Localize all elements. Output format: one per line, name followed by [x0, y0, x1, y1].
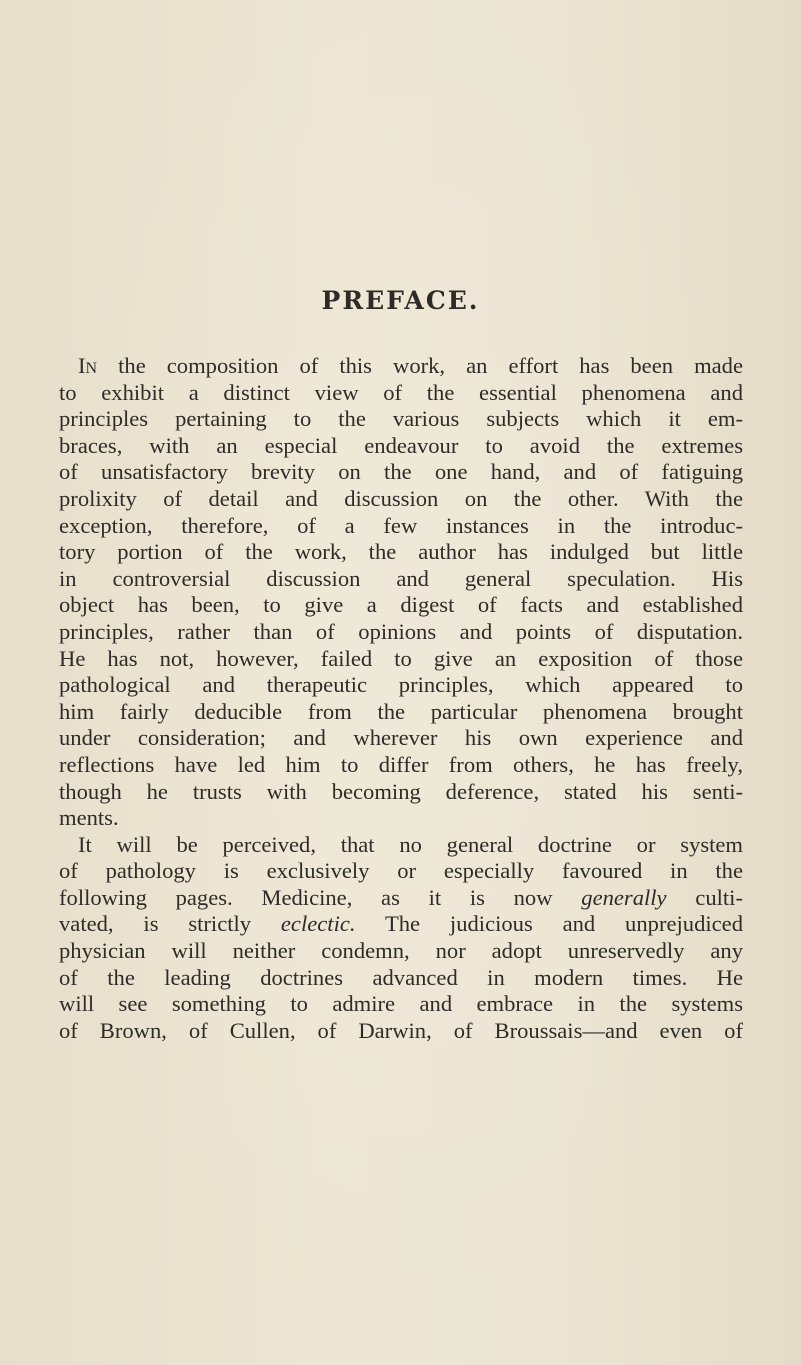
italic-word: eclectic. — [280, 911, 356, 937]
text-line — [59, 885, 743, 912]
text-line: principles pertaining to the various subjects which it em- — [59, 406, 743, 432]
text-line: of Brown, of Cullen, of Darwin, of Broussais—and even of — [59, 1017, 743, 1043]
text-line: of the leading doctrines advanced in modern times. He — [59, 964, 743, 990]
text-segment: culti- — [666, 884, 743, 910]
text-line: reflections have led him to differ from others, he has freely, — [59, 751, 743, 777]
text-line: physician will neither condemn, nor adopt unreservedly any — [59, 938, 743, 964]
text-line: object has been, to give a digest of facts and established — [59, 592, 743, 618]
text-line: of pathology is exclusively or especially favoured in the — [59, 858, 743, 884]
text-line — [59, 911, 743, 938]
text-line: prolixity of detail and discussion on the other. With the — [59, 485, 743, 511]
text-line: It will be perceived, that no general doctrine or system — [78, 831, 743, 857]
text-line: will see something to admire and embrace in the systems — [59, 991, 743, 1017]
text-line: to exhibit a distinct view of the essential phenomena and — [59, 379, 743, 405]
text-line: tory portion of the work, the author has indulged but little — [59, 539, 743, 565]
text-line: ments. — [59, 805, 119, 831]
body-text — [59, 353, 743, 1044]
text-line: though he trusts with becoming deference, stated his senti- — [59, 778, 743, 804]
text-line: He has not, however, failed to give an exposition of those — [59, 645, 743, 671]
text-line: braces, with an especial endeavour to avoid the extremes — [59, 432, 743, 458]
text-line: of unsatisfactory brevity on the one hand, and of fatiguing — [59, 459, 743, 485]
text-line: him fairly deducible from the particular phenomena brought — [59, 698, 743, 724]
text-line: exception, therefore, of a few instances in the introduc- — [59, 512, 743, 538]
text-line-rest: the composition of this work, an effort has been made — [97, 353, 743, 378]
text-segment: vated, is strictly — [59, 911, 281, 937]
text-line: pathological and therapeutic principles, which appeared to — [59, 672, 743, 698]
page-title: PREFACE. — [321, 286, 480, 315]
text-line: in controversial discussion and general speculation. His — [59, 565, 743, 591]
initial-word: In — [78, 353, 98, 378]
text-segment: The judicious and unprejudiced — [355, 911, 743, 937]
text-line: principles, rather than of opinions and points of disputation. — [59, 618, 743, 644]
text-line: under consideration; and wherever his own experience and — [59, 725, 743, 751]
text-line — [59, 353, 743, 380]
italic-word: generally — [581, 884, 667, 910]
text-segment: following pages. Medicine, as it is now — [59, 884, 582, 910]
